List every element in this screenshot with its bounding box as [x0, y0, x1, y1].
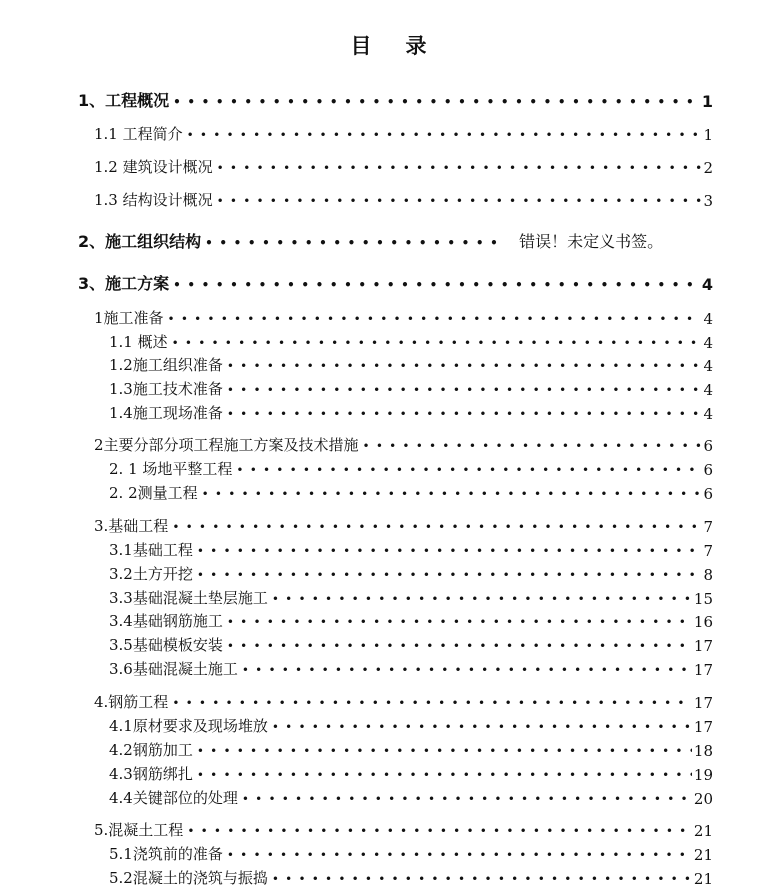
toc-entry[interactable]: [109, 562, 713, 584]
title-char-2: 录: [405, 34, 429, 58]
toc-page: 4: [703, 357, 713, 375]
toc-page: 4: [703, 334, 713, 352]
toc-label: 2、施工组织结构: [78, 232, 202, 251]
toc-entry[interactable]: [109, 377, 713, 399]
toc-label: 3.基础工程: [94, 517, 169, 535]
toc-label: 3、施工方案: [78, 274, 170, 293]
toc-label: 3.2土方开挖: [109, 565, 193, 583]
toc-label: 1.2施工组织准备: [109, 356, 223, 374]
dot-leader: [236, 460, 701, 474]
toc-label: 3.5基础模板安装: [109, 636, 223, 654]
dot-leader: [217, 158, 701, 172]
toc-entry[interactable]: [94, 690, 713, 712]
toc-page: 21: [693, 870, 713, 888]
toc-label: 1.2 建筑设计概况: [94, 158, 213, 176]
dot-leader: [272, 869, 692, 883]
dot-leader: [272, 717, 692, 731]
toc-label: 1.1 工程简介: [94, 125, 183, 143]
dot-leader: [168, 309, 701, 323]
toc-entry[interactable]: [109, 762, 713, 784]
toc-label: 4.1原材要求及现场堆放: [109, 717, 268, 735]
dot-leader: [205, 233, 505, 247]
toc-label: 4.3钢筋绑扎: [109, 765, 193, 783]
toc-entry[interactable]: [94, 122, 713, 144]
toc-entry[interactable]: [94, 433, 713, 455]
toc-page: 6: [703, 461, 713, 479]
toc-label: 2. 2测量工程: [109, 484, 198, 502]
dot-leader: [217, 191, 701, 205]
toc-label: 4.钢筋工程: [94, 693, 169, 711]
dot-leader: [172, 333, 701, 347]
toc-entry[interactable]: [94, 306, 713, 328]
toc-entry[interactable]: [94, 818, 713, 840]
dot-leader: [227, 636, 692, 650]
toc-label: 1.1 概述: [109, 333, 168, 351]
dot-leader: [173, 92, 700, 106]
toc-page: 21: [693, 822, 713, 840]
toc-label: 4.4关键部位的处理: [109, 789, 238, 807]
dot-leader: [242, 789, 692, 803]
toc-page: 17: [693, 637, 713, 655]
toc-entry[interactable]: [78, 89, 713, 111]
toc-label: 1施工准备: [94, 309, 164, 327]
toc-page: 18: [693, 742, 713, 760]
toc-page: 3: [703, 192, 713, 210]
toc-page: 1: [703, 126, 713, 144]
toc-entry[interactable]: [94, 155, 713, 177]
toc-page: 4: [703, 405, 713, 423]
dot-leader: [197, 765, 692, 779]
toc-entry[interactable]: [109, 657, 713, 679]
toc-entry[interactable]: [109, 633, 713, 655]
dot-leader: [227, 612, 692, 626]
toc-entry[interactable]: [109, 786, 713, 808]
toc-entry[interactable]: [109, 842, 713, 864]
toc-entry[interactable]: [109, 457, 713, 479]
toc-entry[interactable]: [109, 401, 713, 423]
toc-page: 1: [701, 92, 713, 111]
dot-leader: [227, 380, 701, 394]
toc-entry[interactable]: [78, 230, 718, 252]
page-title: [0, 30, 779, 60]
toc-label: 5.1浇筑前的准备: [109, 845, 223, 863]
toc-page: 7: [703, 542, 713, 560]
toc-entry[interactable]: [109, 586, 713, 608]
toc-label: 3.4基础钢筋施工: [109, 612, 223, 630]
toc-entry[interactable]: [78, 272, 713, 294]
dot-leader: [227, 356, 701, 370]
toc-page: 6: [703, 437, 713, 455]
dot-leader: [197, 741, 692, 755]
toc-page: 6: [703, 485, 713, 503]
toc-page: 4: [703, 310, 713, 328]
toc-page: 7: [703, 518, 713, 536]
toc-label: 5.2混凝土的浇筑与振捣: [109, 869, 268, 887]
title-char-1: 目: [350, 34, 374, 58]
toc-page: 4: [703, 381, 713, 399]
dot-leader: [227, 845, 692, 859]
toc-page: 17: [693, 661, 713, 679]
toc-entry[interactable]: [109, 330, 713, 352]
dot-leader: [172, 693, 692, 707]
toc-page: 17: [693, 694, 713, 712]
toc-page: 21: [693, 846, 713, 864]
dot-leader: [187, 821, 692, 835]
toc-page: 4: [701, 275, 713, 294]
dot-leader: [197, 541, 701, 555]
dot-leader: [227, 404, 701, 418]
toc-entry[interactable]: [109, 538, 713, 560]
dot-leader: [187, 125, 701, 139]
toc-page: 8: [703, 566, 713, 584]
toc-page: 19: [693, 766, 713, 784]
toc-label: 3.1基础工程: [109, 541, 193, 559]
toc-label: 3.3基础混凝土垫层施工: [109, 589, 268, 607]
dot-leader: [202, 484, 701, 498]
toc-label: 3.6基础混凝土施工: [109, 660, 238, 678]
toc-page: 20: [693, 790, 713, 808]
dot-leader: [363, 436, 701, 450]
toc-page: 17: [693, 718, 713, 736]
dot-leader: [272, 589, 692, 603]
toc-entry[interactable]: [109, 481, 713, 503]
toc-page: 16: [693, 613, 713, 631]
dot-leader: [173, 275, 700, 289]
dot-leader: [242, 660, 692, 674]
toc-page: 错误！未定义书签。: [519, 232, 664, 251]
toc-entry[interactable]: [109, 866, 713, 888]
dot-leader: [197, 565, 701, 579]
toc-label: 1、工程概况: [78, 91, 170, 110]
toc-page: 15: [693, 590, 713, 608]
toc-entry[interactable]: [109, 714, 713, 736]
toc-label: 1.4施工现场准备: [109, 404, 223, 422]
toc-page: 2: [703, 159, 713, 177]
dot-leader: [172, 517, 701, 531]
toc-label: 2主要分部分项工程施工方案及技术措施: [94, 436, 359, 454]
toc-entry[interactable]: [109, 609, 713, 631]
toc-label: 4.2钢筋加工: [109, 741, 193, 759]
toc-entry[interactable]: [94, 514, 713, 536]
toc-entry[interactable]: [94, 188, 713, 210]
toc-label: 5.混凝土工程: [94, 821, 184, 839]
toc-entry[interactable]: [109, 738, 713, 760]
toc-label: 1.3施工技术准备: [109, 380, 223, 398]
toc-label: 1.3 结构设计概况: [94, 191, 213, 209]
toc-entry[interactable]: [109, 353, 713, 375]
toc-label: 2. 1 场地平整工程: [109, 460, 233, 478]
